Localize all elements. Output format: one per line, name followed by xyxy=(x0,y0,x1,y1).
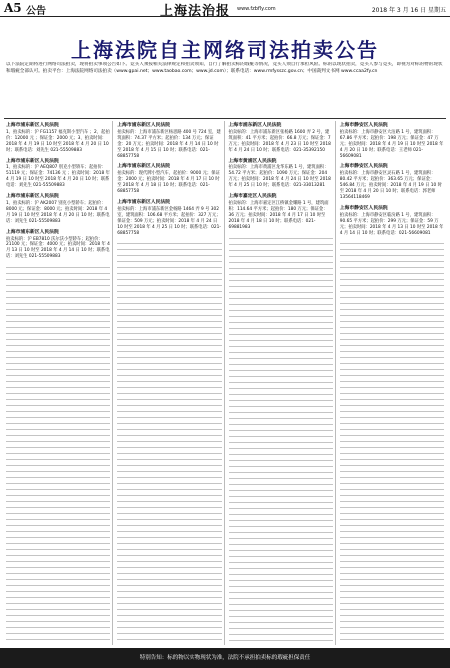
notice-text: 拍卖标的：上海市黄浦区龙华东路 1 号，建筑面积：54.72 平方米；起拍价：1090 万元；保证金：204 万元；拍卖时间：2018 年 4 月 24 日 10 时至 2018 年 4 月 25 日 10 时；联系电话：021-33013281 xyxy=(228,165,331,189)
notice-item xyxy=(6,194,110,225)
newspaper-brand: 上海法治报 xyxy=(160,4,231,19)
court-name: 上海市静安区人民法院 xyxy=(339,205,388,211)
section-label: 公告 xyxy=(26,6,46,17)
notice-item xyxy=(340,206,444,237)
notice-text: 1、拍卖标的：沪 AEQ807 别克小型轿车；起拍价：51119 元；保证金：74136 元 ；拍卖时间：2018 年 4 月 19 日 10 时至 2018 年 4 月 20 日 10 时；联系电话：刘先生 021-55509883 xyxy=(6,165,110,189)
notice-text: 拍卖标的：上海市浦东新区杨思路 400 号 724 室，建筑面积：74.37 平方米；起拍价：134 万元；保证金：20 万元；拍卖时间：2018 年 4 月 14 日 10 时至 2018 年 4 月 15 日 10 时；联系电话：021-68857758 xyxy=(117,129,221,159)
notice-item xyxy=(229,123,333,154)
notice-item xyxy=(229,159,333,190)
notice-text: 拍卖标的：上海市浦东新区金杨路 1464 弄 9 号 302 室，建筑面积：106.68 平方米；起拍价：327 万元；保证金：509 万元；拍卖时间：2018 年 4 月 24 日 10 时至 2018 年 4 月 25 日 10 时；联系电话：021-68857758 xyxy=(117,206,221,236)
notice-text: 拍卖标的：现代牌小型汽车，起拍价：9000 元；保证金：2000 元；拍卖时间：2018 年 4 月 17 日 10 时至 2018 年 4 月 18 日 10 时；联系电话：021-68857758 xyxy=(117,171,220,195)
court-name: 上海市浦东新区人民法院 xyxy=(6,123,59,128)
notice-item xyxy=(117,200,221,236)
court-name: 上海市浦东新区人民法院 xyxy=(117,199,171,205)
court-name: 上海市浦东新区人民法院 xyxy=(228,123,282,128)
notice-text: 拍卖标的：上海市嘉定区江桥镇金耀路 1 号，建筑面积：114.64 平方米；起拍价：180 万元；保证金：36 万元；拍卖时间：2018 年 4 月 17 日 10 时至 2018 年 4 月 18 日 10 时；联系电话：021-69881983 xyxy=(228,200,329,230)
court-name: 上海市黄浦区人民法院 xyxy=(228,158,277,164)
issue-date: 2018 年 3 月 16 日 星期五 xyxy=(371,7,446,14)
column-2 xyxy=(115,121,224,645)
notice-text: 拍卖标的：上海市静安区临汾路 1 号，建筑面积：90.65 平方米；起拍价：299 万元；保证金：59 万元；拍卖时间：2018 年 4 月 13 日 10 时至 2018 年 4 月 14 日 10 时；联系电话：021-56609081 xyxy=(339,212,444,236)
dense-text-fill xyxy=(340,241,444,645)
notice-columns xyxy=(4,118,446,645)
page-number: A5 xyxy=(4,1,22,15)
dense-text-fill xyxy=(6,265,110,645)
court-name: 上海市静安区人民法院 xyxy=(339,123,388,128)
court-name: 上海市静安区人民法院 xyxy=(339,164,388,170)
newspaper-url: www.fzbfly.com xyxy=(237,6,276,12)
column-4 xyxy=(338,121,446,645)
court-name: 上海市浦东新区人民法院 xyxy=(117,164,171,170)
dense-text-fill xyxy=(117,241,221,645)
notice-item xyxy=(6,230,110,261)
page-header xyxy=(0,0,450,17)
notice-text: 拍卖标的：沪 EB7810 沃尔沃小型轿车；起拍价：21100 元；保证金：4000 元；拍卖时间：2018 年 4 月 13 日 10 时至 2018 年 4 月 14 日 10 时；联系电话：刘先生 021-55509883 xyxy=(6,236,110,260)
column-1 xyxy=(4,121,113,645)
notice-text: 拍卖标的：上海市静安区大沽路 1 号，建筑面积：67.86 平方米；起拍价：198 万元；保证金：47 万元；拍卖时间：2018 年 4 月 19 日 10 时至 2018 年 4 月 20 日 10 时；联系电话：王老师 021-56609081 xyxy=(339,129,444,159)
notice-item xyxy=(6,123,110,154)
notice-text: 1、拍卖标的：沪 AK2007 别克小型轿车；起拍价：8000 元；保证金：8000 元；拍卖时间：2018 年 4 月 19 日 10 时至 2018 年 4 月 20 日 10 时；联系电话：刘先生 021-55509883 xyxy=(6,200,110,224)
notice-item xyxy=(6,159,110,190)
court-name: 上海市浦东新区人民法院 xyxy=(6,158,59,164)
notice-item xyxy=(117,164,221,195)
footer-notice: 特别告知：标的物以实物现状为准，法院不承担拍卖标的瑕疵担保责任 xyxy=(0,648,450,668)
page-title: 上海法院自主网络司法拍卖公告 xyxy=(71,38,379,62)
notice-item xyxy=(229,194,333,230)
notice-text: 拍卖标的：上海市静安区灵石路 1 号，建筑面积：80.42 平方米；起拍价：363.65 万元；保证金：546.84 万元；拍卖时间：2018 年 4 月 19 日 10 时至 2018 年 4 月 20 日 10 时；联系电话：郭老师 13564118469 xyxy=(339,171,442,200)
court-name: 上海市浦东新区人民法院 xyxy=(117,123,171,128)
notice-item xyxy=(117,123,221,159)
intro-paragraph: 以下法院定期将进行网络司法拍卖，现将拍卖事项公告如下。竞买人须按相关法律规定和拍卖须知，自行了解拍卖标的瑕疵等情况，竞买人须自行承担风险。标的以现状拍卖，竞买人参与竞买，即视为对标的物的现状和瑕疵全部认可。拍卖平台：上海法院网络司法拍卖（www.gpai.net；www.taobao.com；www.jd.com）；联系电话：www.rmfysszc.gov.cn；中国裁判文书网 www.ccaa2fy.cn xyxy=(6,62,443,74)
notice-item xyxy=(340,164,444,200)
court-name: 上海市浦东新区人民法院 xyxy=(6,229,59,235)
notice-item xyxy=(340,123,444,159)
court-name: 上海市浦东新区人民法院 xyxy=(6,194,59,200)
dense-text-fill xyxy=(229,236,333,646)
court-name: 上海市嘉定区人民法院 xyxy=(228,194,277,200)
column-3 xyxy=(227,121,336,645)
notice-text: 拍卖标的：上海市浦东新区张杨路 1600 弄 2 号，建筑面积：41 平方米；起拍价：66.8 万元；保证金：7 万元；拍卖时间：2018 年 4 月 23 日 10 时至 2018 年 4 月 24 日 10 时；联系电话：021-35392150 xyxy=(228,129,331,153)
notice-text: 1、拍卖标的：沪 FG1157 福克斯小型汽车 ；2、起拍价：12000 元 ；保证金：2000 元；3、拍卖时间：2018 年 4 月 19 日 10 时至 2018 年 4 月 20 日 10 时；联系电话：刘先生 021-55509883 xyxy=(6,129,110,153)
